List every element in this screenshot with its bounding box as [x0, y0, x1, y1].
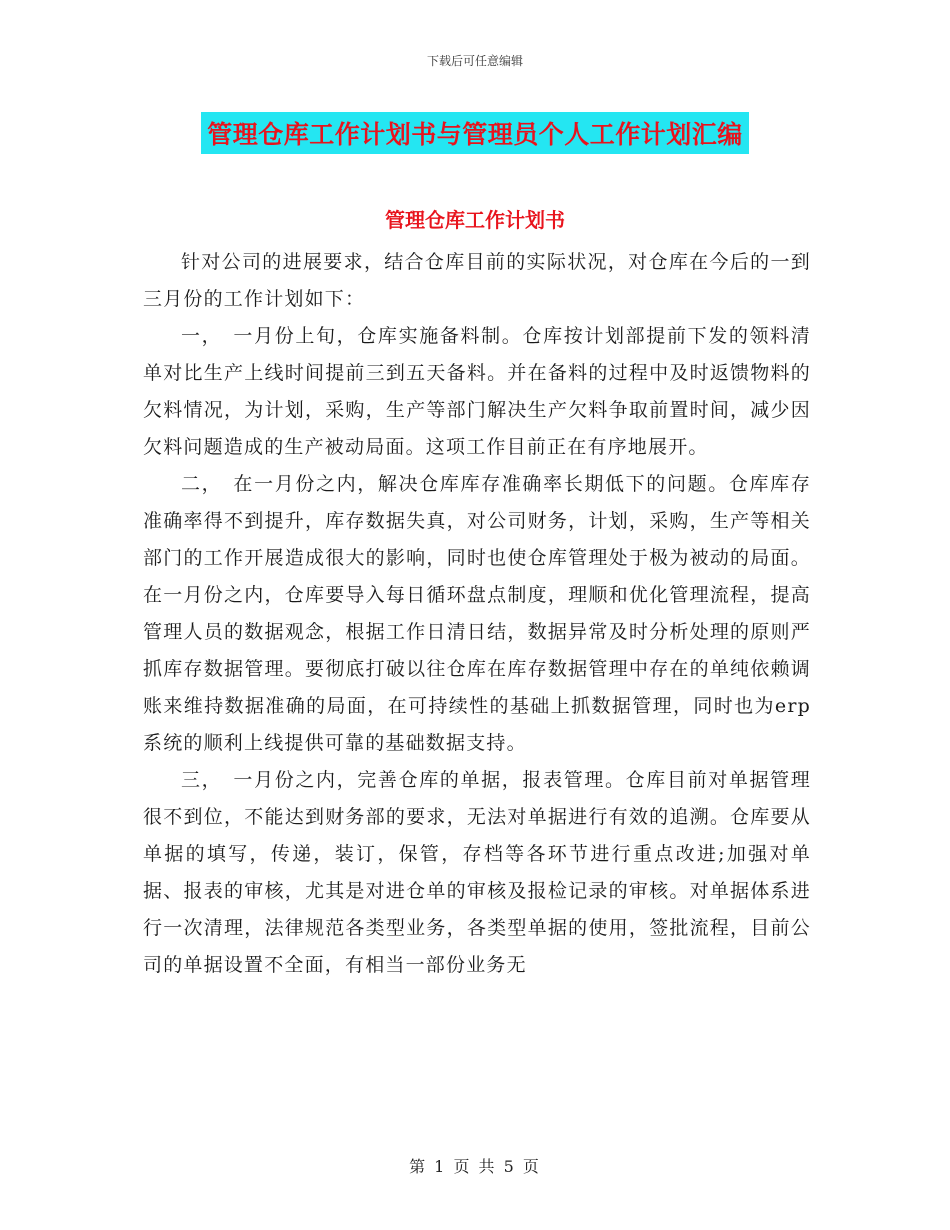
main-title-container	[0, 112, 950, 154]
paragraph-item-1: 一， 一月份上旬，仓库实施备料制。仓库按计划部提前下发的领料清单对比生产上线时间提前三到五天备料。并在备料的过程中及时返馈物料的欠料情况，为计划，采购，生产等部门解决生产欠料争取前置时间，减少因欠料问题造成的生产被动局面。这项工作目前正在有序地展开。	[143, 325, 811, 458]
document-body	[143, 244, 811, 984]
document-main-title: 管理仓库工作计划书与管理员个人工作计划汇编	[201, 112, 749, 154]
header-note: 下载后可任意编辑	[426, 54, 523, 68]
paragraph-item-3: 三， 一月份之内，完善仓库的单据，报表管理。仓库目前对单据管理很不到位，不能达到财务部的要求，无法对单据进行有效的追溯。仓库要从单据的填写，传递，装订，保管，存档等各环节进行重点改进;加强对单据、报表的审核，尤其是对进仓单的审核及报检记录的审核。对单据体系进行一次清理，法律规范各类型业务，各类型单据的使用，签批流程，目前公司的单据设置不全面，有相当一部份业务无	[143, 769, 811, 976]
section-title: 管理仓库工作计划书	[385, 208, 565, 232]
page-number-footer: 第 1 页 共 5 页	[409, 1157, 541, 1176]
paragraph-intro: 针对公司的进展要求，结合仓库目前的实际状况，对仓库在今后的一到三月份的工作计划如下：	[143, 251, 811, 310]
paragraph-item-2: 二， 在一月份之内，解决仓库库存准确率长期低下的问题。仓库库存准确率得不到提升，库存数据失真，对公司财务，计划，采购，生产等相关部门的工作开展造成很大的影响，同时也使仓库管理处于极为被动的局面。在一月份之内，仓库要导入每日循环盘点制度，理顺和优化管理流程，提高管理人员的数据观念，根据工作日清日结，数据异常及时分析处理的原则严抓库存数据管理。要彻底打破以往仓库在库存数据管理中存在的单纯依赖调账来维持数据准确的局面，在可持续性的基础上抓数据管理，同时也为erp系统的顺利上线提供可靠的基础数据支持。	[143, 473, 811, 754]
